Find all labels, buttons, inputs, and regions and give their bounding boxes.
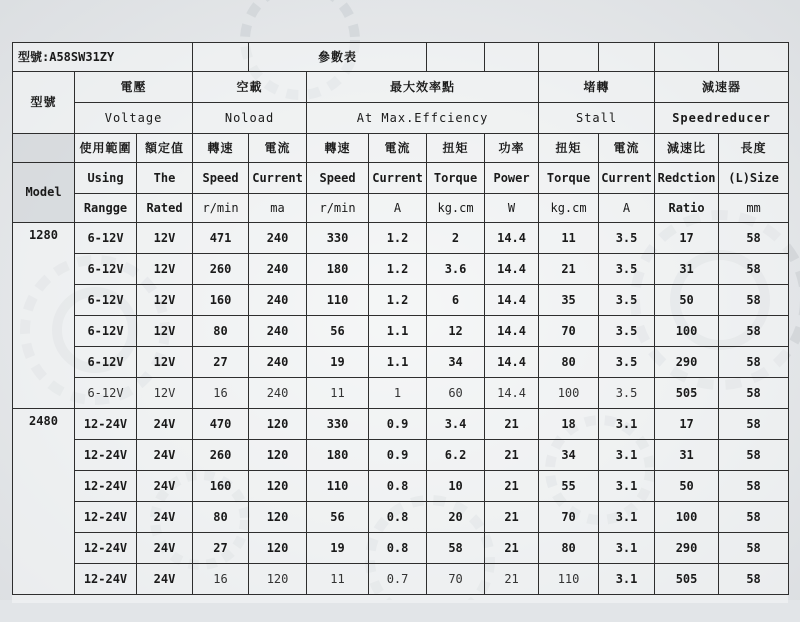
cell-size: 58 (719, 378, 789, 409)
cell-eff-current: 1.1 (369, 316, 427, 347)
cell-eff-speed: 330 (307, 223, 369, 254)
cell-eff-power: 14.4 (485, 378, 539, 409)
cell-noload-current: 240 (249, 347, 307, 378)
cell-range: 6-12V (75, 223, 137, 254)
cell-noload-current: 240 (249, 378, 307, 409)
cell-noload-speed: 160 (193, 471, 249, 502)
cell-eff-torque: 60 (427, 378, 485, 409)
model-cell: 1280 (13, 223, 75, 409)
header-unit-cell: W (485, 194, 539, 223)
cell-ratio: 290 (655, 347, 719, 378)
cell-ratio: 17 (655, 223, 719, 254)
cell-stall-torque: 34 (539, 440, 599, 471)
header-cn-cell: 電流 (599, 134, 655, 163)
header-cn-cell: 扭矩 (427, 134, 485, 163)
header-en-cell: Power (485, 163, 539, 194)
cell-eff-speed: 11 (307, 564, 369, 595)
cell-stall-torque: 55 (539, 471, 599, 502)
cell-eff-power: 21 (485, 533, 539, 564)
table-row (13, 440, 789, 471)
cell-ratio: 31 (655, 254, 719, 285)
cell-stall-current: 3.1 (599, 502, 655, 533)
cell-size: 58 (719, 409, 789, 440)
cell-rated: 24V (137, 409, 193, 440)
group-stall-cn: 堵轉 (539, 72, 655, 103)
cell-range: 12-24V (75, 409, 137, 440)
cell-noload-current: 240 (249, 254, 307, 285)
table-row (13, 378, 789, 409)
table-row (13, 409, 789, 440)
cell-stall-torque: 35 (539, 285, 599, 316)
cell-noload-current: 120 (249, 471, 307, 502)
cell-noload-current: 120 (249, 502, 307, 533)
cell-eff-current: 0.7 (369, 564, 427, 595)
cell-size: 58 (719, 254, 789, 285)
cell-ratio: 50 (655, 471, 719, 502)
cell-rated: 12V (137, 347, 193, 378)
cell-stall-current: 3.5 (599, 254, 655, 285)
cell-rated: 24V (137, 502, 193, 533)
cell-eff-speed: 19 (307, 347, 369, 378)
cell-eff-current: 0.8 (369, 471, 427, 502)
cell-size: 58 (719, 223, 789, 254)
motor-spec-table (12, 42, 789, 595)
cell-rated: 12V (137, 223, 193, 254)
header-en-cell: Torque (427, 163, 485, 194)
cell-noload-speed: 160 (193, 285, 249, 316)
cell-eff-torque: 58 (427, 533, 485, 564)
cell-eff-speed: 180 (307, 440, 369, 471)
cell-eff-torque: 6.2 (427, 440, 485, 471)
group-reducer-cn: 減速器 (655, 72, 789, 103)
header-en-cell: Redction (655, 163, 719, 194)
cell-eff-current: 0.9 (369, 440, 427, 471)
cell-eff-current: 1.2 (369, 223, 427, 254)
group-noload-cn: 空載 (193, 72, 307, 103)
cell-rated: 12V (137, 378, 193, 409)
header-cn-cell: 電流 (369, 134, 427, 163)
cell-noload-speed: 260 (193, 440, 249, 471)
cell-size: 58 (719, 471, 789, 502)
cell-ratio: 31 (655, 440, 719, 471)
cell-eff-current: 0.9 (369, 409, 427, 440)
cell-ratio: 50 (655, 285, 719, 316)
group-header-en-row (13, 103, 789, 134)
cell-rated: 24V (137, 471, 193, 502)
cell-eff-power: 14.4 (485, 254, 539, 285)
cell-eff-power: 14.4 (485, 316, 539, 347)
cell-size: 58 (719, 347, 789, 378)
header-cn-cell: 轉速 (193, 134, 249, 163)
title-empty-cell (485, 43, 539, 72)
cell-eff-speed: 56 (307, 502, 369, 533)
title-empty-cell (193, 43, 249, 72)
cell-stall-current: 3.5 (599, 378, 655, 409)
group-maxeff-en: At Max.Effciency (307, 103, 539, 134)
cell-noload-current: 120 (249, 564, 307, 595)
header-en-cell: Speed (193, 163, 249, 194)
header-unit-cell: r/min (193, 194, 249, 223)
header-unit-cell: A (369, 194, 427, 223)
cell-rated: 24V (137, 440, 193, 471)
table-row (13, 285, 789, 316)
cell-stall-current: 3.5 (599, 316, 655, 347)
cell-eff-torque: 34 (427, 347, 485, 378)
header-unit-cell: Rated (137, 194, 193, 223)
cell-eff-speed: 11 (307, 378, 369, 409)
cell-size: 58 (719, 440, 789, 471)
cell-eff-current: 0.8 (369, 533, 427, 564)
header-unit-cell: ma (249, 194, 307, 223)
column-header-units-row (13, 194, 789, 223)
cell-noload-current: 240 (249, 285, 307, 316)
cell-rated: 12V (137, 285, 193, 316)
group-stall-en: Stall (539, 103, 655, 134)
cell-noload-speed: 80 (193, 502, 249, 533)
cell-eff-power: 14.4 (485, 285, 539, 316)
table-row (13, 347, 789, 378)
cell-eff-power: 21 (485, 409, 539, 440)
cell-range: 6-12V (75, 347, 137, 378)
cell-noload-speed: 27 (193, 533, 249, 564)
cell-stall-current: 3.1 (599, 564, 655, 595)
cell-noload-speed: 80 (193, 316, 249, 347)
cell-eff-current: 1.2 (369, 254, 427, 285)
row-label-cn: 型號 (13, 72, 75, 134)
cell-eff-power: 14.4 (485, 223, 539, 254)
cell-eff-speed: 110 (307, 285, 369, 316)
cell-eff-speed: 330 (307, 409, 369, 440)
cell-eff-torque: 20 (427, 502, 485, 533)
table-row (13, 502, 789, 533)
cell-eff-power: 21 (485, 502, 539, 533)
cell-eff-power: 21 (485, 564, 539, 595)
title-row (13, 43, 789, 72)
cell-noload-current: 120 (249, 409, 307, 440)
column-header-en-row (13, 163, 789, 194)
cell-eff-torque: 6 (427, 285, 485, 316)
cell-ratio: 505 (655, 378, 719, 409)
cell-noload-current: 120 (249, 440, 307, 471)
cell-stall-current: 3.1 (599, 409, 655, 440)
cell-eff-torque: 2 (427, 223, 485, 254)
table-row (13, 223, 789, 254)
cell-size: 58 (719, 316, 789, 347)
title-empty-cell (719, 43, 789, 72)
header-en-cell: Speed (307, 163, 369, 194)
cell-stall-torque: 70 (539, 502, 599, 533)
cell-stall-current: 3.1 (599, 533, 655, 564)
cell-stall-torque: 80 (539, 347, 599, 378)
cell-range: 6-12V (75, 254, 137, 285)
cell-size: 58 (719, 533, 789, 564)
cell-eff-speed: 56 (307, 316, 369, 347)
header-en-cell: Current (369, 163, 427, 194)
cell-noload-speed: 16 (193, 564, 249, 595)
header-unit-cell: r/min (307, 194, 369, 223)
header-unit-cell: Ratio (655, 194, 719, 223)
group-reducer-en: Speedreducer (655, 103, 789, 134)
cell-ratio: 505 (655, 564, 719, 595)
cell-stall-torque: 21 (539, 254, 599, 285)
header-en-cell: (L)Size (719, 163, 789, 194)
header-en-cell: Current (249, 163, 307, 194)
cell-stall-torque: 80 (539, 533, 599, 564)
cell-noload-speed: 27 (193, 347, 249, 378)
cell-stall-torque: 18 (539, 409, 599, 440)
model-cell: 2480 (13, 409, 75, 595)
header-cn-cell: 轉速 (307, 134, 369, 163)
cell-noload-current: 240 (249, 316, 307, 347)
cell-range: 6-12V (75, 378, 137, 409)
cell-eff-current: 0.8 (369, 502, 427, 533)
cell-stall-torque: 100 (539, 378, 599, 409)
header-en-cell: Torque (539, 163, 599, 194)
cell-rated: 12V (137, 316, 193, 347)
group-header-cn-row (13, 72, 789, 103)
header-cn-cell: 額定值 (137, 134, 193, 163)
cell-stall-torque: 11 (539, 223, 599, 254)
header-cn-cell: 扭矩 (539, 134, 599, 163)
cell-ratio: 290 (655, 533, 719, 564)
cell-size: 58 (719, 564, 789, 595)
cell-noload-current: 240 (249, 223, 307, 254)
header-en-cell: Current (599, 163, 655, 194)
title-empty-cell (655, 43, 719, 72)
cell-stall-current: 3.5 (599, 285, 655, 316)
header-unit-cell: kg.cm (539, 194, 599, 223)
cell-rated: 24V (137, 564, 193, 595)
header-en-cell: The (137, 163, 193, 194)
cell-stall-current: 3.5 (599, 347, 655, 378)
cell-eff-torque: 3.4 (427, 409, 485, 440)
title-empty-cell (539, 43, 599, 72)
group-voltage-en: Voltage (75, 103, 193, 134)
cell-stall-torque: 110 (539, 564, 599, 595)
header-unit-cell: mm (719, 194, 789, 223)
cell-eff-speed: 19 (307, 533, 369, 564)
cell-eff-speed: 180 (307, 254, 369, 285)
cell-range: 12-24V (75, 471, 137, 502)
cell-eff-power: 14.4 (485, 347, 539, 378)
cell-rated: 12V (137, 254, 193, 285)
cell-stall-current: 3.1 (599, 471, 655, 502)
cell-eff-current: 1.2 (369, 285, 427, 316)
cell-eff-torque: 70 (427, 564, 485, 595)
cell-eff-power: 21 (485, 471, 539, 502)
cell-noload-speed: 470 (193, 409, 249, 440)
cell-noload-speed: 471 (193, 223, 249, 254)
cell-ratio: 100 (655, 502, 719, 533)
cell-stall-current: 3.1 (599, 440, 655, 471)
cell-eff-torque: 3.6 (427, 254, 485, 285)
cell-eff-torque: 10 (427, 471, 485, 502)
title-empty-cell (599, 43, 655, 72)
cell-range: 12-24V (75, 533, 137, 564)
header-unit-cell: Rangge (75, 194, 137, 223)
cell-size: 58 (719, 502, 789, 533)
column-header-cn-row (13, 134, 789, 163)
cell-range: 12-24V (75, 440, 137, 471)
header-unit-cell: kg.cm (427, 194, 485, 223)
table-row (13, 471, 789, 502)
header-cn-cell: 功率 (485, 134, 539, 163)
group-noload-en: Noload (193, 103, 307, 134)
header-cn-cell: 電流 (249, 134, 307, 163)
cell-range: 12-24V (75, 564, 137, 595)
header-blank-cell (13, 134, 75, 163)
group-maxeff-cn: 最大效率點 (307, 72, 539, 103)
header-cn-cell: 減速比 (655, 134, 719, 163)
cell-noload-speed: 16 (193, 378, 249, 409)
cell-range: 6-12V (75, 285, 137, 316)
table-row (13, 316, 789, 347)
header-unit-cell: A (599, 194, 655, 223)
cell-stall-current: 3.5 (599, 223, 655, 254)
cell-range: 12-24V (75, 502, 137, 533)
cell-ratio: 17 (655, 409, 719, 440)
cell-range: 6-12V (75, 316, 137, 347)
header-en-cell: Using (75, 163, 137, 194)
table-row (13, 533, 789, 564)
title-empty-cell (427, 43, 485, 72)
header-cn-cell: 長度 (719, 134, 789, 163)
group-voltage-cn: 電壓 (75, 72, 193, 103)
row-label-en: Model (13, 163, 75, 223)
cell-noload-current: 120 (249, 533, 307, 564)
table-row (13, 564, 789, 595)
cell-noload-speed: 260 (193, 254, 249, 285)
model-code: 型號:A58SW31ZY (13, 43, 193, 72)
cell-size: 58 (719, 285, 789, 316)
header-cn-cell: 使用範圍 (75, 134, 137, 163)
table-title: 參數表 (249, 43, 427, 72)
cell-stall-torque: 70 (539, 316, 599, 347)
cell-rated: 24V (137, 533, 193, 564)
cell-ratio: 100 (655, 316, 719, 347)
cell-eff-current: 1 (369, 378, 427, 409)
cell-eff-torque: 12 (427, 316, 485, 347)
cell-eff-power: 21 (485, 440, 539, 471)
cell-eff-speed: 110 (307, 471, 369, 502)
table-row (13, 254, 789, 285)
cell-eff-current: 1.1 (369, 347, 427, 378)
